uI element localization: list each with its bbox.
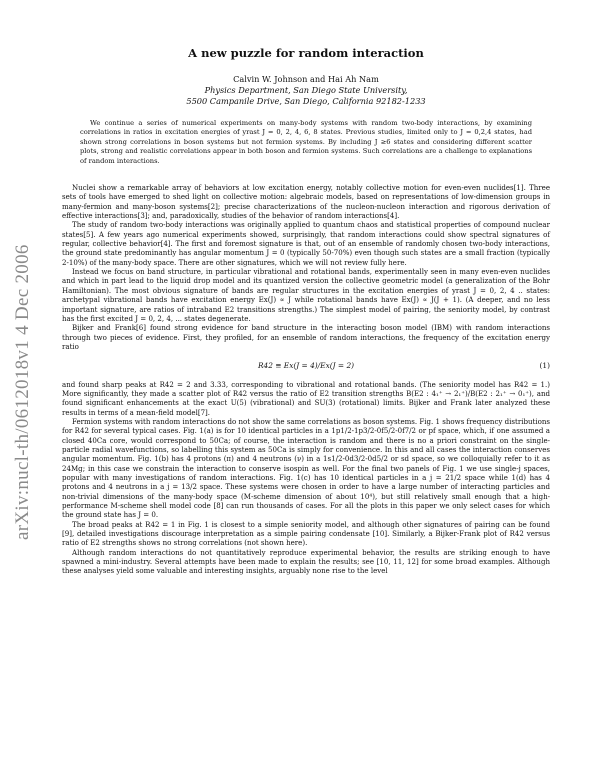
paragraph-6: Fermion systems with random interactions do not show the same correlations as boson systems. Fig. 1 shows frequency distributions for R42 for several typical cases. Fig. 1(a) is for 10 identical particles in a 1p1/2-1p3/2-0f5/2-0f7/2 or pf space, which, if one assumed a closed 40Ca core, would correspond to 50Ca; of course, the interaction is random and there is no a priori constraint on the single-particle radial wavefunctions, so labelling this system as 50Ca is simply for convenience. In this and all cases the interaction conserves angular momentum. Fig. 1(b) has 4 protons (π) and 4 neutrons (ν) in a 1s1/2-0d3/2-0d5/2 or sd space, so we colloquially refer to it as 24Mg; in this case we constrain the interaction to conserve isospin as well. For the final two panels of Fig. 1 we use single-j spaces, popular with many investigations of random interactions. Fig. 1(c) has 10 identical particles in a j = 21/2 space while 1(d) has 4 protons and 4 neutrons in a j = 13/2 space. These systems were chosen in order to have a large number of interacting particles and non-trivial dimensions of the many-body space (M-scheme dimension of about 10⁴), but still relatively small enough that a high-performance M-scheme shell model code [8] can run thousands of cases. For all the plots in this paper we only select cases for which the ground state has J = 0. (62, 416, 550, 520)
author-block (62, 74, 550, 107)
equation-1 (62, 361, 550, 370)
paragraph-1: Nuclei show a remarkable array of behaviors at low excitation energy, notably collective motion for even-even nuclides[1]. Three sets of tools have emerged to shed light on collective motion: algebraic models, based on representations of low-dimension groups in many-fermion and many-boson systems[2]; precise characterizations of the nucleon-nucleon interaction and rigorous derivation of effective interactions[3]; and, paradoxically, studies of the behavior of random interactions[4]. (62, 183, 550, 221)
paragraph-2: The study of random two-body interactions was originally applied to quantum chaos and statistical properties of compound nuclear states[5]. A few years ago numerical experiments showed, surprisingly, that random interactions could show spectral signatures of regular, collective behavior[4]. The first and foremost signature is that, out of an ensemble of randomly chosen two-body interactions, the ground state predominantly has angular momentum J = 0 (typically 50-70%) even though such states are a small fraction (typically 2-10%) of the many-body space. There are other signatures, which we will not review fully here. (62, 220, 550, 267)
equation-number: (1) (539, 361, 550, 371)
paragraph-4: Bijker and Frank[6] found strong evidence for band structure in the interacting boson model (IBM) with random interactions through two pieces of evidence. First, they profiled, for an ensemble of random interactions, the frequency of the excitation energy ratio (62, 323, 550, 351)
paragraph-8: Although random interactions do not quantitatively reproduce experimental behavior, the results are striking enough to have spawned a mini-industry. Several attempts have been made to explain the results; see [10, 11, 12] for some broad examples. Although these analyses yield some valuable and interesting insights, arguably none rise to the level (62, 547, 550, 576)
paragraph-7: The broad peaks at R42 = 1 in Fig. 1 is closest to a simple seniority model, and although other signatures of pairing can be found [9], detailed investigations discourage interpretation as a simple pairing condensate [10]. Similarly, a Bijker-Frank plot of R42 versus ratio of E2 strengths shows no strong correlations (not shown here). (62, 519, 550, 548)
affiliation-line-1: Physics Department, San Diego State University, (204, 85, 408, 95)
paragraph-5: and found sharp peaks at R42 = 2 and 3.33, corresponding to vibrational and rotational bands. (The seniority model has R42 = 1.) More significantly, they made a scatter plot of R42 versus the ratio of E2 transition strengths B(E2 : 4₁⁺ → 2₁⁺)/B(E2 : 2₁⁺ → 0₁⁺), and found significant enhancements at the exact U(5) (vibrational) and SU(3) (rotational) limits. Bijker and Frank later analyzed these results in terms of a mean-field model[7]. (62, 379, 550, 417)
paragraph-3: Instead we focus on band structure, in particular vibrational and rotational bands, experimentally seen in many even-even nuclides and which in part lead to the liquid drop model and its quantized version the collective geometric model (a generalization of the Bohr Hamiltonian). The most obvious signature of bands are regular structures in the excitation energies of yrast J = 0, 2, 4 .. states: archetypal vibrational bands have excitation energy Ex(J) ∝ J while rotational bands have Ex(J) ∝ J(J + 1). (A deeper, and no less important signature, are ratios of intraband E2 transitions strengths.) The simplest model of pairing, the seniority model, by contrast has the first excited J = 0, 2, 4, ... states degenerate. (62, 267, 550, 323)
paper-page (62, 46, 550, 576)
equation-body: R42 ≡ Ex(J = 4)/Ex(J = 2) (257, 361, 355, 371)
body-text (62, 183, 550, 576)
arxiv-id: arXiv:nucl-th/0612018v1 4 Dec 2006 (12, 244, 33, 540)
paper-title: A new puzzle for random interaction (188, 46, 424, 60)
author-names: Calvin W. Johnson and Hai Ah Nam (233, 74, 379, 84)
arxiv-sidebar-stamp (0, 180, 36, 540)
affiliation-line-2: 5500 Campanile Drive, San Diego, California 92182-1233 (186, 96, 426, 106)
abstract: We continue a series of numerical experiments on many-body systems with random two-body interactions, by examining correlations in ratios in excitation energies of yrast J = 0, 2, 4, 6, 8 states. Previous studies, limited only to J = 0,2,4 states, had shown strong correlations in boson systems but not fermion systems. By including J ≥6 states and considering different scatter plots, strong and realistic correlations appear in both boson and fermion systems. Such correlations are a challenge to explanations of random interactions. (80, 119, 532, 165)
